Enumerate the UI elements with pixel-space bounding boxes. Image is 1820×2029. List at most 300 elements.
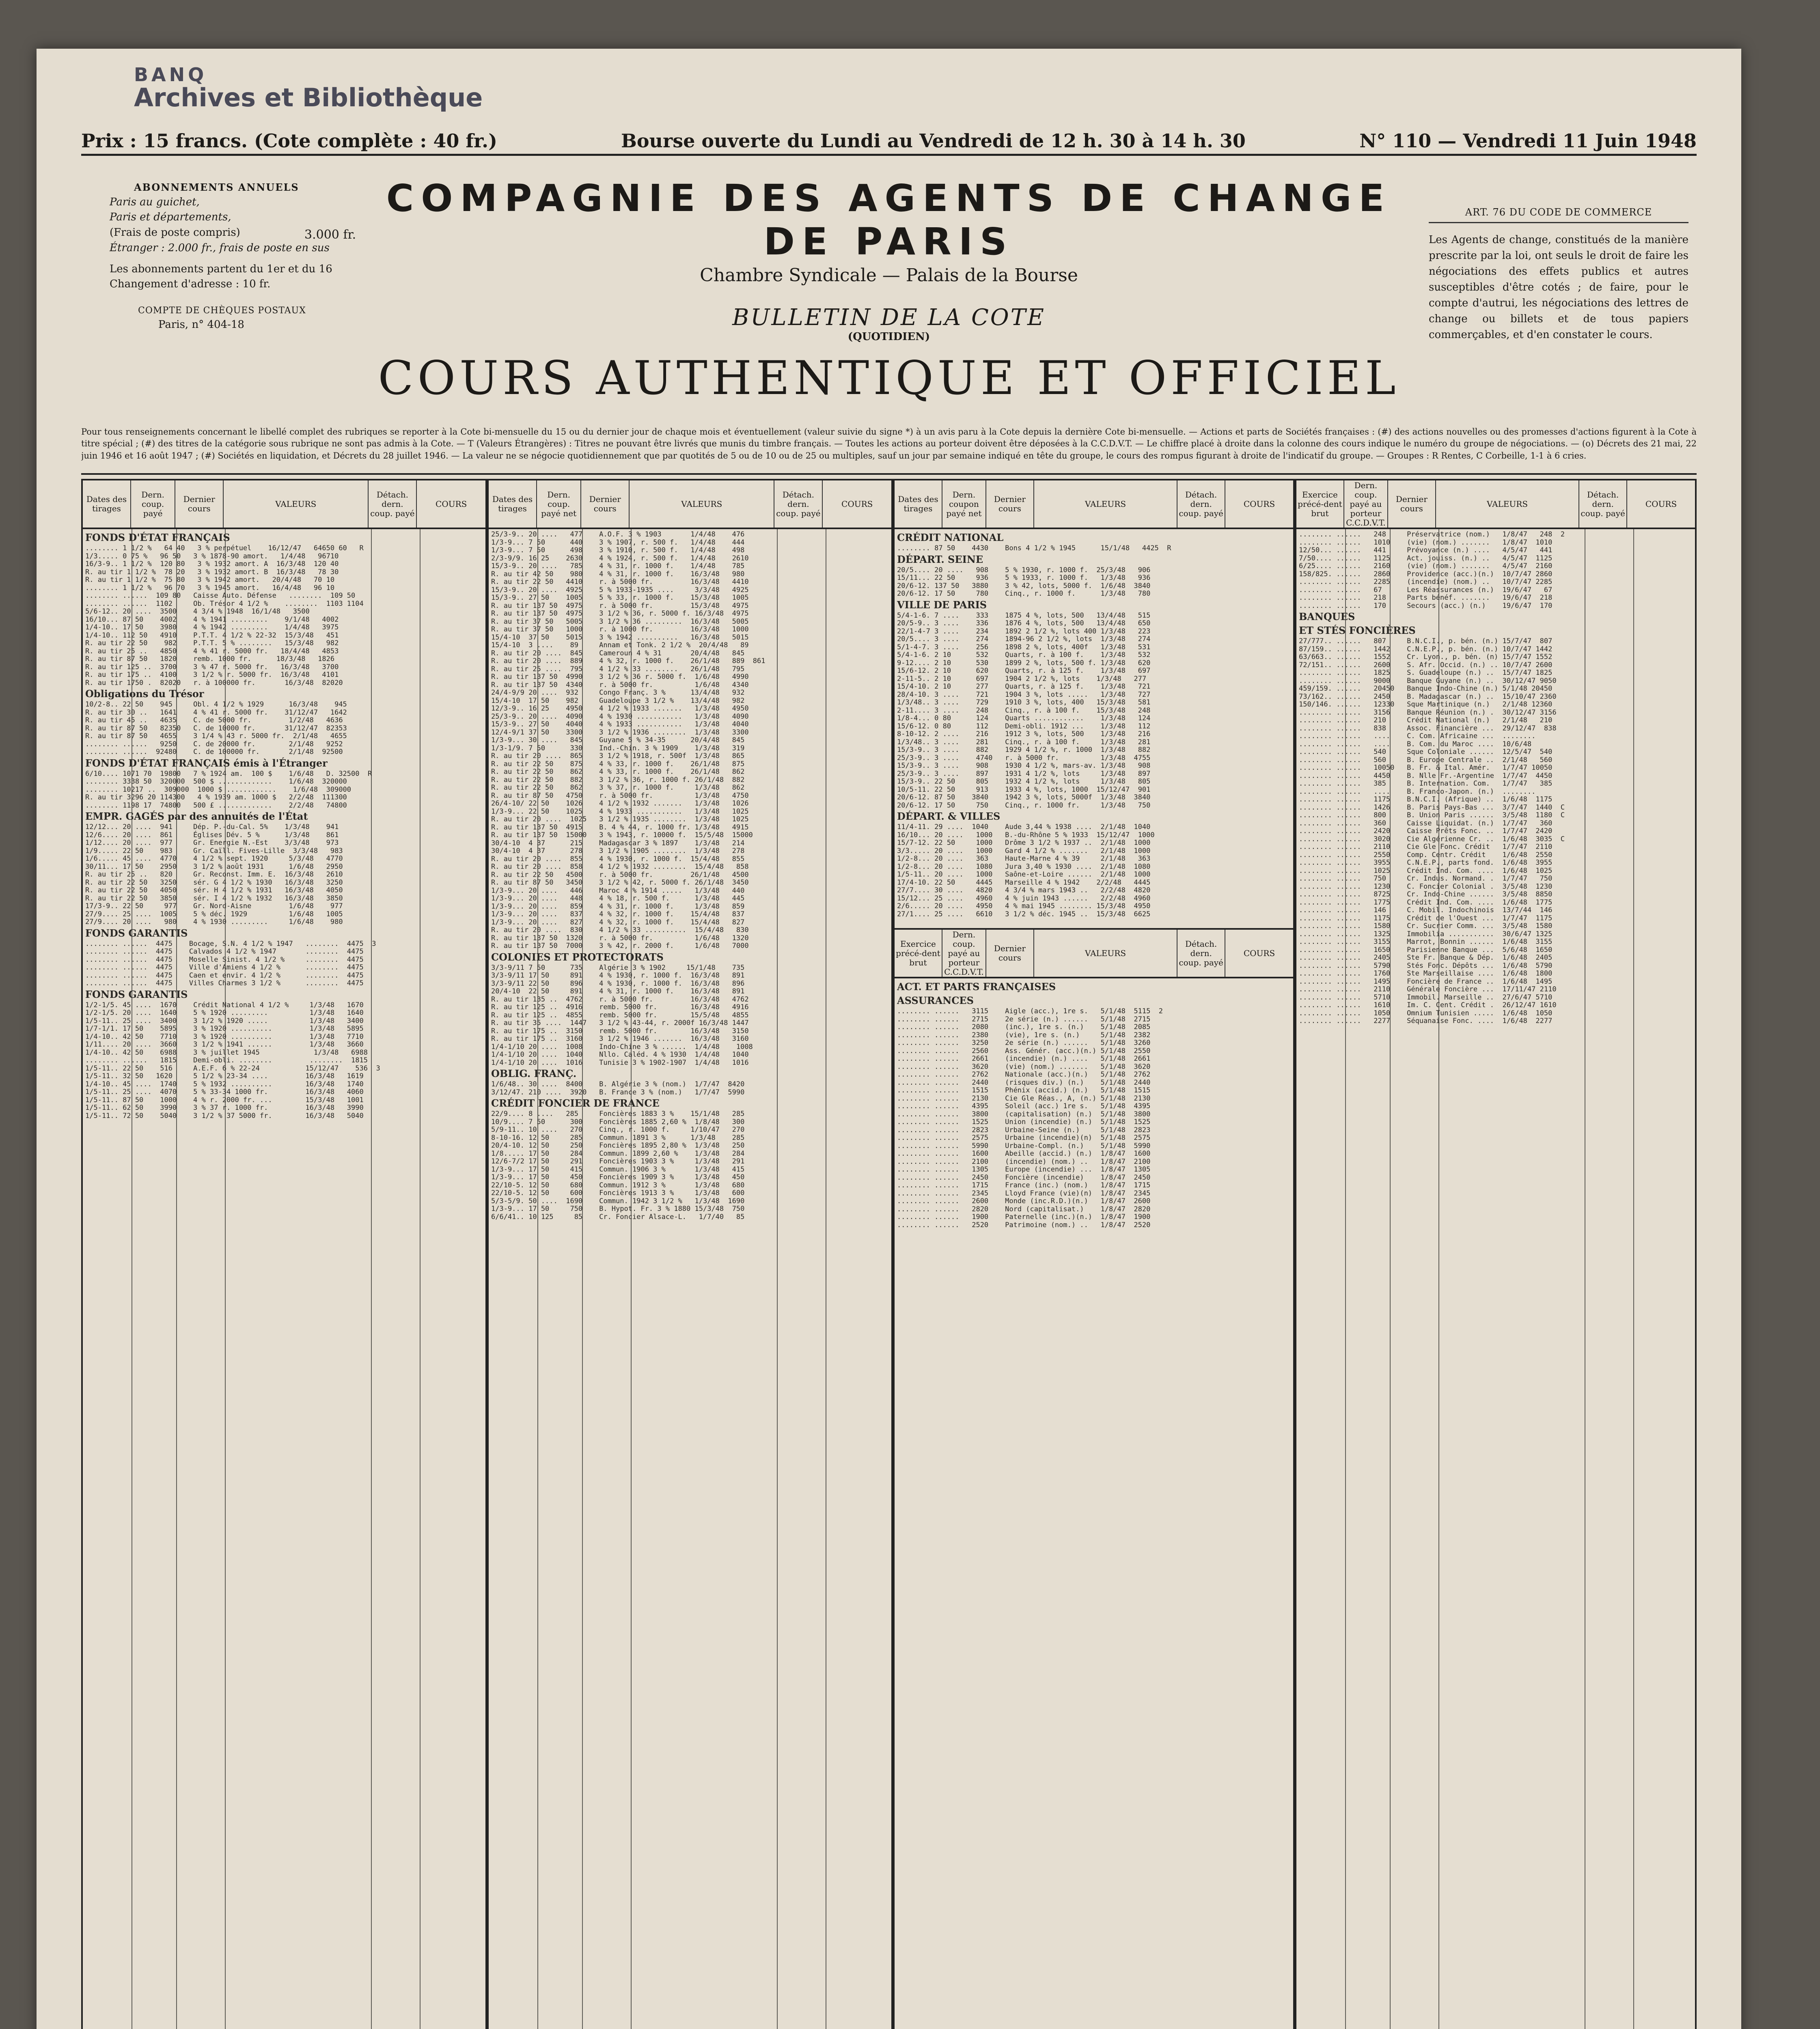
table-column-3 [893,479,1295,2029]
table-row: 158/825. ...... 2860 Providence (acc.)(n.) 10/7/47 2860 [1299,570,1553,578]
table-row: R. au tir 37 50 5005 3 1/2 % 36 ......... 16/3/48 5005 [491,617,749,626]
table-row: 1/2-8... 20 .... 363 Haute-Marne 4 % 39 2/1/48 363 [897,855,1151,863]
stamp-line-1: BANQ [134,64,207,86]
section-heading: DÉPART. & VILLES [897,810,1001,822]
table-row: R. au tir 87 50 3450 3 1/2 % 42, r. 5000 f. 26/1/48 3450 [491,879,749,887]
table-row: ........ ...... 2715 2e série (n.) ...... 5/1/48 2715 [897,1015,1151,1023]
table-row: ........ ...... 2600 Monde (inc.R.D.)(n.) 1/8/47 2600 [897,1197,1151,1205]
reading-note: Pour tous renseignements concernant le libellé complet des rubriques se reporter à la Cote bi-mensuelle du 15 ou du dernier jour de chaque mois et éventuellement (valeur suivie du signe *) à un avis paru à la Cote depuis la dernière Cote bi-mensuelle. — Actions et parts de Sociétés françaises : (#) des actions nouvelles ou des promesses d'actions figurent à la Cote à titre spécial ; (#) des titres de la catégorie sous rubrique ne sont pas admis à la Cote. — T (Valeurs Étrangères) : Titres ne pouvant être livrés que munis du timbre français. — Toutes les actions au porteur doivent être déposées à la C.C.D.V.T. — Le chiffre placé à droite dans la colonne des cours indique le numéro du groupe de négociations. — (o) Décrets des 21 mai, 22 juin 1946 et 16 août 1947 ; (#) Sociétés en liquidation, et Décrets du 28 juillet 1946. — La valeur ne se négocie quotidiennement que par quotités de 5 ou de 10 ou de 25 ou multiples, sauf un jour par semaine indiqué en tête du groupe, le cours des rompus figurant à droite de l'indicatif du groupe. — Groupes : R Rentes, C Corbeille, 1-1 à 6 cries. [81,426,1697,475]
table-row: ........ ...... 3155 Marrot, Bonnin ...... 1/6/48 3155 [1299,938,1553,946]
table-row: ........ ...... 210 Crédit National (n.) 2/1/48 210 [1299,716,1553,724]
table-row: R. au tir 137 50 7000 3 % 42, r. 2000 f. 1/6/48 7000 [491,942,749,950]
table-row: ........ ...... 560 B. Europe Centrale .. 2/1/48 560 [1299,756,1553,764]
column-rule [777,529,778,2029]
table-row: ........ ...... 360 Caisse Liquidat. (n.) 1/7/47 360 [1299,819,1553,827]
column-header-cell: COURS [436,499,467,509]
table-row: ........ ...... 1900 Paternelle (inc.)(n.) 1/8/47 1900 [897,1213,1151,1221]
table-row: ........ ...... 2420 Caisse Prêts Fonc. .. 1/7/47 2420 [1299,827,1553,835]
section-heading: Obligations du Trésor [85,688,204,700]
column-header-cell: Dates des tirages [489,480,537,528]
company-name: COMPAGNIE DES AGENTS DE CHANGE DE PARIS [386,177,1392,263]
table-row: ........ ...... 1010 (vie) (nom.) ....... 1/8/47 1010 [1299,538,1553,547]
table-row: 15/6-12. 2 10 620 Quarts, r. à 125 f. 1/3/48 697 [897,667,1151,675]
table-row: ........ ...... 1050 Omnium Tunisien ..... 1/6/48 1050 [1299,1009,1553,1017]
table-row: 1/4-1/10 20 .... 1040 Nllo. Caléd. 4 % 1930 1/4/48 1040 [491,1051,749,1059]
table-row: 27/9.... 20 .... 980 4 % 1930 ......... 1/6/48 980 [85,918,343,926]
table-row: 63/663.. ...... 1552 Cr. Lyon., p. bén. (n) 15/7/47 1552 [1299,653,1553,661]
column-header-cell: Exercice précé-dent brut [1296,480,1344,528]
table-row: ........ ...... 3800 (capitalisation) (n.) 5/1/48 3800 [897,1110,1151,1118]
table-row: ........ ...... 9000 Banque Guyane (n.) .. 30/12/47 9050 [1299,676,1557,685]
table-row: ........ ...... 800 B. Union Paris ...... 3/5/48 1180 C [1299,811,1565,819]
table-row: R. au tir 22 50 4500 r. à 5000 fr. 26/1/48 4500 [491,870,749,879]
table-row: ........ ...... 3156 Banque Réunion (n.) . 30/12/47 3156 [1299,708,1557,717]
column-header-cell: Détach. dern. coup. payé [369,480,417,528]
table-row: ........ ...... 2130 Cie Gle Réas., A, (n.) 5/1/48 2130 [897,1094,1151,1103]
subscriptions-line: Paris et départements, [110,211,231,224]
table-row: R. au tir 22 50 4050 sér. H 4 1/2 % 1931 16/3/48 4050 [85,886,343,894]
table-row: ........ 1 1/2 % 96 70 3 % 1945 amort. 16/4/48 96 10 [85,584,335,592]
table-row: 1/5-11.. 72 50 5040 3 1/2 % 37 5000 fr. 16/3/48 5040 [85,1111,364,1120]
table-row: ........ ...... 218 Parts bénéf. ....... 19/6/47 218 [1299,594,1553,602]
table-row: 15/3-9.. 27 50 1005 5 % 33, r. 1000 f. 15/3/48 1005 [491,594,749,602]
table-row: ........ ...... 4475 Villes Charmes 3 1/2 % ........ 4475 [85,979,364,987]
table-row: ........ ...... 1580 Cr. Sucrier Comm. ... 3/5/48 1580 [1299,922,1553,930]
table-row: 1/4-10.. 17 50 3980 4 % 1942 ......... 1/4/48 3975 [85,623,339,631]
table-row: R. au tir 137 50 15000 3 % 1943, r. 10000 f. 15/5/48 15000 [491,831,753,839]
table-row: ........ ...... 2100 (incendie) (nom.) .. 1/8/47 2100 [897,1157,1151,1166]
table-row: ........ ...... 1515 Phénix (accid.) (n.) 5/1/48 1515 [897,1086,1151,1094]
table-row: 1/3-9... 30 .... 845 Guyane 5 % 34-35 20/4/48 845 [491,736,745,744]
table-row: ........ ...... 1325 Immobilia ........... 30/6/47 1325 [1299,930,1553,938]
table-row: 25/3-9.. 3 .... 4740 r. à 5000 fr. 1/3/48 4755 [897,754,1151,762]
column-rule [225,529,226,2029]
legal-article [1429,205,1688,343]
table-row: R. au tir 22 50 862 4 % 33, r. 1000 f. 26/1/48 862 [491,768,745,776]
table-row: ........ ...... 1495 Foncière de France .. 1/6/48 1495 [1299,977,1553,986]
table-row: 5/1-4-7. 3 .... 256 1898 2 %, lots, 400f 1/3/48 531 [897,643,1151,651]
table-row: 6/25.... ...... 2160 (vie) (nom.) ....... 4/5/47 2160 [1299,562,1553,570]
table-row: ........ ...... 1650 Parisienne Banque ... 5/6/48 1650 [1299,946,1553,954]
table-row: R. au tir 22 50 3850 sér. I 4 1/2 % 1932 16/3/48 3850 [85,894,343,902]
column-header [895,930,1293,978]
column-header-cell: Dernier cours [175,480,224,528]
table-row: 20/6-12. 137 50 3880 3 % 42, lots, 5000 f. 1/6/48 3840 [897,582,1151,590]
table-row: 16/10... 87 50 4002 4 % 1941 ......... 9/1/48 4002 [85,615,339,624]
section-heading: FONDS D'ÉTAT FRANÇAIS émis à l'Étranger [85,757,328,769]
table-row: R. au tir 25 .. 820 Gr. Reconst. Imm. E. 16/3/48 2610 [85,870,343,879]
table-column-2 [487,479,893,2029]
table-row: 15/3-9.. 3 .... 882 1929 4 1/2 %, r. 1000 1/3/48 882 [897,746,1151,754]
table-row: ........ ...... 146 C. Mobil. Indochinois 13/7/44 146 [1299,906,1553,914]
table-row: ........ ...... 3955 C.N.E.P., parts fond. 1/6/48 3955 [1299,859,1553,867]
table-row: ........ ...... 170 Secours (acc.) (n.) 19/6/47 170 [1299,601,1553,610]
table-row: 3/3-9/11 7 50 735 Algérie 3 % 1902 15/1/48 735 [491,963,745,972]
postal-account-number: Paris, n° 404-18 [158,318,244,331]
table-row: ........ ...... 67 Les Réassurances (n.) 19/6/47 67 [1299,586,1553,594]
table-row: 15/3-9.. 27 50 4040 4 % 1933 ........... 1/3/48 4040 [491,720,749,728]
section-heading: ASSURANCES [897,995,974,1006]
table-row: R. au tir 87 50 82350 C. de 10000 fr. 31/12/47 82353 [85,724,347,732]
table-row: 1/5-11.. 32 50 1620 5 1/2 % 23-34 .... 16/3/48 1619 [85,1072,364,1080]
table-row: 10/9.... 7 50 300 Foncières 1885 2,60 % 1/8/48 300 [491,1118,745,1126]
section-heading: FONDS D'ÉTAT FRANÇAIS [85,532,230,543]
table-row: ........ ...... 2450 Foncière (incendie) 1/8/47 2450 [897,1173,1151,1182]
table-row: ........ ...... 1025 Crédit Ind. Com. .... 1/6/48 1025 [1299,866,1553,875]
table-row: R. au tir 125 .. 4916 remb. 5000 fr. 16/3/48 4916 [491,1003,749,1011]
table-row: 1/7-1/1. 17 50 5895 3 % 1920 .......... 1/3/48 5895 [85,1025,364,1033]
table-row: ........ ...... 750 Cr. Indus. Normand. . 1/7/47 750 [1299,874,1553,883]
table-row: ........ ...... 4450 B. Nlle Fr.-Argentine 1/7/47 4450 [1299,771,1553,780]
section-heading: CRÉDIT FONCIER DE FRANCE [491,1097,660,1109]
table-row: 28/4-10. 3 .... 721 1904 3 %, lots ..... 1/3/48 727 [897,690,1151,699]
section-heading: CRÉDIT NATIONAL [897,532,1004,543]
table-row: 1/3-1/9. 7 50 330 Ind.-Chin. 3 % 1909 1/3/48 319 [491,744,745,752]
table-row: 20/6-12. 17 50 750 Cinq., r. 1000 fr. 1/3/48 750 [897,801,1151,810]
table-row: R. au tir 25 .... 795 4 1/2 % 33 ........ 26/1/48 795 [491,665,745,673]
table-row: 15/3-9.. 3 .... 908 1930 4 1/2 %, mars-av. 1/3/48 908 [897,762,1151,770]
table-row: ........ ...... 838 Assoc. Financière ... 29/12/47 838 [1299,724,1557,732]
table-row: ........ 1 1/2 % 64 40 3 % perpétuel 16/12/47 64650 60 R [85,544,364,552]
table-row: 1/4-10.. 42 50 6988 3 % juillet 1945 1/3/48 6988 [85,1048,368,1057]
table-row: R. au tir 125 .. 3700 3 % 47 r. 5000 fr. 16/3/48 3700 [85,663,339,671]
table-row: 72/151.. ...... 2600 S. Afr. Occid. (n.) .. 10/7/47 2600 [1299,661,1553,669]
table-row: ........ ...... 4475 Bocage, S.N. 4 1/2 % 1947 ........ 4475 3 [85,939,376,948]
table-rows [83,529,485,1122]
table-row: ........ ...... 1600 Abeille (accid.) (n.) 1/8/47 1600 [897,1150,1151,1158]
table-row: R. au tir 22 50 882 3 1/2 % 36, r. 1000 f. 26/1/48 882 [491,775,745,784]
table-row: 20/6-12. 87 50 3840 1942 3 %, lots, 5000f 1/3/48 3840 [897,793,1151,801]
table-row: 27/7.... 30 .... 4820 4 3/4 % mars 1943 .. 2/2/48 4820 [897,886,1151,894]
section-heading: BANQUES [1299,611,1355,622]
table-row: 15/4-10. 2 10 277 Quarts, r. à 125 f. 1/3/48 721 [897,683,1151,691]
table-row: ........ ...... 1760 Ste Marseillaise .... 1/6/48 1800 [1299,969,1553,978]
table-row: 15/4-10 3 .... 89 Annam et Tonk. 2 1/2 % 20/4/48 89 [491,641,749,649]
table-row: 1/2-1/5. 45 .... 1670 Crédit National 4 1/2 % 1/3/48 1670 [85,1001,364,1009]
table-row: 12/6.... 20 .... 861 Églises Dév. 5 % 1/3/48 861 [85,831,339,839]
table-row: ........ ...... 2080 (inc.), 1re s. (n.) 5/1/48 2085 [897,1023,1151,1031]
table-row: 20/5.... 20 .... 908 5 % 1930, r. 1000 f. 25/3/48 906 [897,566,1151,574]
table-row: ........ ...... 5790 Stés Fonc. Dépôts ... 1/6/48 5790 [1299,961,1553,970]
table-row: 3/3-9/11 17 50 891 4 % 1930, r. 1000 f. 16/3/48 891 [491,971,745,980]
table-row: 1/12.... 20 .... 977 Gr. Energie N.-Est 3/3/48 973 [85,839,339,847]
table-row: ........ ...... 1815 Demi-obli. ........ ........ 1815 [85,1056,368,1064]
column-header-cell: COURS [1243,948,1275,958]
table-rows [895,529,1293,920]
table-row: 2-11.... 3 .... 248 Cinq., r. à 100 f. 15/3/48 248 [897,706,1151,715]
table-row: ........ ...... 3115 Aigle (acc.), 1re s. 5/1/48 5115 2 [897,1007,1163,1015]
column-header-cell: Exercice précé-dent brut [895,930,942,977]
column-header-cell: COURS [841,499,873,509]
table-row: 1/4-10.. 42 50 7710 3 % 1920 .......... 1/3/48 7710 [85,1032,364,1041]
table-row: ........ ...... 109 80 Caisse Auto. Défense ........ 109 50 [85,592,356,600]
table-row: 16/3-9.. 1 1/2 % 120 80 3 % 1932 amort. A 16/3/48 120 40 [85,560,339,568]
table-row: R. au tir 22 50 982 P.T.T. 5 % ........ 15/3/48 982 [85,639,339,647]
table-row: 9-12.... 2 10 530 1899 2 %, lots, 500 f. 1/3/48 620 [897,659,1151,667]
table-row: 25/3-9.. 20 .... 477 A.O.F. 3 % 1903 1/4/48 476 [491,530,745,538]
table-row: R. au tir 20 .... 1025 3 1/2 % 1935 ........ 1/3/48 1025 [491,815,749,823]
table-row: ........ ...... 2823 Urbaine-Seine (n.) 5/1/48 2823 [897,1126,1151,1134]
table-row: 1/11.... 20 .... 3660 3 1/2 % 1941 ...... 1/3/48 3660 [85,1040,364,1049]
table-row: ........ ...... 2661 (incendie) (n.) .... 5/1/48 2661 [897,1055,1151,1063]
column-header-cell: Détach. dern. coup. payé [1177,480,1225,528]
column-header-cell: Dernier cours [1388,480,1436,528]
table-row: 22/9.... 8 .... 285 Foncières 1883 3 % 15/1/48 285 [491,1110,745,1118]
column-header-cell: Dernier cours [581,480,630,528]
table-row: 22/1-4-7 3 .... 234 1892 2 1/2 %, lots 400 1/3/48 223 [897,627,1151,635]
table-row: 5/4-1-6. 2 10 532 Quarts, r. à 100 f. 1/3/48 532 [897,651,1151,659]
table-row: 6/6/41.. 10 125 85 Cr. Foncier Alsace-L. 1/7/40 85 [491,1213,745,1221]
table-row: 2/6..... 20 .... 4950 4 % mai 1945 ........ 15/3/48 4950 [897,902,1151,910]
subscriptions-line: Étranger : 2.000 fr., frais de poste en sus [110,241,330,254]
table-row: ........ ...... 3250 2e série (n.) ...... 5/1/48 3260 [897,1039,1151,1047]
legal-article-title: ART. 76 DU CODE DE COMMERCE [1429,205,1688,223]
table-row: R. au tir 22 50 862 3 % 37, r. 1000 f. 1/3/48 862 [491,784,745,792]
column-header [83,480,485,529]
table-row: 10/5-11. 22 50 913 1933 4 %, lots, 1000 15/12/47 901 [897,785,1151,794]
table-row: R. au tir 37 50 1000 r. à 1000 fr. 16/3/48 1000 [491,625,749,633]
table-row: R. au tir 35 .... 1447 3 1/2 % 43-44, r. 2000f 16/3/48 1447 [491,1019,749,1027]
table-row: 1/3/48.. 3 .... 281 Cinq., r. à 100 f. 1/3/48 281 [897,738,1151,746]
table-row: 27/1.... 25 .... 6610 3 1/2 % déc. 1945 .. 15/3/48 6625 [897,910,1151,918]
company-subtitle: Chambre Syndicale — Palais de la Bourse [700,265,1078,286]
masthead [81,164,1697,424]
table-row: R. au tir 137 50 4975 3 1/2 % 36, r. 5000 f. 16/3/48 4975 [491,610,749,618]
table-row: 11/4-11. 29 .... 1040 Aude 3,44 % 1938 .... 2/1/48 1040 [897,823,1151,831]
table-row: R. au tir 137 50 4340 r. à 5000 fr. 1/6/48 4340 [491,681,749,689]
table-row: 20/4-10 22 50 891 4 % 31, r. 1000 f. 16/3/48 891 [491,987,745,995]
table-row: 17/4-10. 22 50 4445 Marseille 4 % 1942 2/2/48 4445 [897,878,1151,887]
legal-article-text: Les Agents de change, constitués de la manière prescrite par la loi, ont seuls le droit de faire les négociations des effets publics et autres susceptibles d'être cotés ; de faire, pour le compte d'autrui, les négociations des lettres de change ou billets et de tous papiers commerçables, et d'en constater le cours. [1429,234,1688,341]
column-header-cell: Dern. coupon payé net [942,480,986,528]
subscription-price: 3.000 fr. [304,228,356,242]
table-row: 1/2-8... 20 .... 1080 Jura 3,40 % 1930 .... 2/1/48 1080 [897,862,1151,871]
table-row: R. au tir 137 50 4990 3 1/2 % 36 r. 5000 f. 1/6/48 4990 [491,673,749,681]
table-row: R. au tir 87 50 4655 3 1/4 % 43 r. 5000 fr. 2/1/48 4655 [85,732,347,740]
table-row: 1/5-11.. 25 .... 4070 5 % 33-34 1000 fr. 16/3/48 4060 [85,1088,364,1096]
column-header-cell: VALEURS [1436,480,1579,528]
table-row: R. au tir 30 .. 1641 4 % 41 r. 5000 fr. 31/12/47 1642 [85,708,347,717]
table-row: R. au tir 175 .. 4100 3 1/2 % r. 5000 fr. 16/3/48 4101 [85,671,339,679]
table-row: 12/4-9/1 37 50 3300 3 1/2 % 1936 ........ 1/3/48 3300 [491,728,749,737]
table-row: R. au tir 20 .... 830 4 1/2 % 33 .......... 15/4/48 830 [491,926,749,934]
table-row: R. au tir 175 .. 3160 3 1/2 % 1946 ....... 16/3/48 3160 [491,1035,749,1043]
table-row: 15/4-10 17 50 982 Guadeloupe 3 1/2 % 13/4/48 982 [491,696,745,705]
table-column-4 [1295,479,1697,2029]
section-heading: ET STÉS FONCIÈRES [1299,625,1416,636]
table-row: 1/6/48.. 30 .... 8400 B. Algérie 3 % (nom.) 1/7/47 8420 [491,1080,745,1088]
table-row: ........ ...... .... B. Com. du Maroc .... 10/6/48 [1299,740,1532,748]
table-row: ........ ...... 1175 Crédit de l'Ouest ... 1/7/47 1175 [1299,914,1553,922]
table-column-1 [81,479,487,2029]
column-header-cell: VALEURS [1034,930,1177,977]
top-line [81,130,1697,156]
table-row: ........ ...... 1426 B. Paris Pays-Bas ... 3/7/47 1440 C [1299,803,1565,812]
table-row: ........ ...... .... B. Franco-Japon. (n.) ........ [1299,787,1536,796]
table-row: ........ 1198 17 74800 500 £ ............. 2/2/48 74800 [85,801,347,810]
table-row: R. au tir 87 50 1820 remb. 1000 fr. 18/3/48 1826 [85,655,335,663]
table-row: 1/3-9... 7 50 498 3 % 1910, r. 500 f. 1/4/48 498 [491,546,745,554]
section-heading: EMPR. GAGÉS par des annuités de l'État [85,810,308,822]
column-header-cell: Dates des tirages [895,480,942,528]
section-heading: COLONIES ET PROTECTORATS [491,951,664,963]
table-row: ........ ...... 1102 Ob. Trésor 4 1/2 % ........ 1103 1104 [85,599,364,608]
table-row: 26/4-10/ 22 50 1026 4 1/2 % 1932 ....... 1/3/48 1026 [491,799,749,808]
table-row: 12/6-7/2 17 50 291 Foncières 1903 3 % 1/3/48 291 [491,1157,745,1165]
table-row: 1/5-11.. 22 50 516 A.E.F. 6 % 22-24 15/12/47 536 3 [85,1064,380,1073]
table-row: 5/9-11.. 10 .... 270 Cinq., r. 1000 f. 1/10/47 270 [491,1126,745,1134]
table-row: 22/10-5. 12 50 600 Foncières 1913 3 % 1/3/48 600 [491,1189,745,1197]
column-rule [1345,529,1346,2029]
table-row: R. au tir 22 50 3250 sér. G 4 1/2 % 1930 16/3/48 3250 [85,878,343,887]
table-row: ........ ...... 1610 Im. C. Cent. Crédit . 26/12/47 1610 [1299,1001,1557,1009]
column-header [489,480,891,529]
column-rule [1438,529,1439,2029]
table-row: 3/12/47. 210 .... 3920 B. France 3 % (nom.) 1/7/47 5990 [491,1088,745,1096]
table-row: ........ ...... 1525 Union (incendie) (n.) 5/1/48 1525 [897,1118,1151,1126]
column-header [1296,480,1695,529]
table-row: 1/8-4... 0 80 124 Quarts ............ 1/3/48 124 [897,714,1151,722]
table-row: 16/10... 20 .... 1000 B.-du-Rhône 5 % 1933 15/12/47 1000 [897,831,1155,839]
table-row: R. au tir 45 .. 4635 C. de 5000 fr. 1/2/48 4636 [85,716,343,724]
column-rule [371,529,372,2029]
column-rule [631,529,632,2029]
table-row: 8-10-16. 12 50 285 Commun. 1891 3 % 1/3/48 285 [491,1133,745,1142]
table-row: 1/3-9... 20 .... 859 4 % 31, r. 1000 f. 1/3/48 859 [491,902,745,911]
table-row: 20/6-12. 17 50 780 Cinq., r. 1000 f. 1/3/48 780 [897,590,1151,598]
table-row: 1/3-9... 22 50 1025 4 % 1933 ........... 1/3/48 1025 [491,807,749,816]
price-text: Prix : 15 francs. (Cote complète : 40 fr.) [81,130,497,152]
table-row: ........ ...... 4395 Soleil (acc.) 1re s. 5/1/48 4395 [897,1102,1151,1110]
table-row: 1/4-1/10 20 .... 1008 Indo-Chine 3 % ...... 1/4/48 1008 [491,1043,753,1051]
section-heading: OBLIG. FRANÇ. [491,1068,577,1079]
table-row: 73/162.. ...... 2450 B. Madagascar (n.) .. 15/10/47 2360 [1299,692,1557,701]
column-header-cell: Détach. dern. coup. payé [774,480,823,528]
column-header-cell: COURS [1243,499,1275,509]
table-row: 1/3-9... 20 .... 827 4 % 32, r. 1000 f. 15/4/48 827 [491,918,745,926]
table-row: 17/3-9.. 22 50 977 Gr. Nord-Aisne 1/6/48 977 [85,902,343,910]
table-row: ........ ...... 2110 Générale Foncière ... 17/11/47 2110 [1299,985,1557,993]
column-header-cell: Dernier cours [986,480,1034,528]
section-heading: FONDS GARANTIS [85,927,188,939]
page-title: COURS AUTHENTIQUE ET OFFICIEL [378,351,1400,405]
column-header-cell: VALEURS [630,480,774,528]
table-row: R. au tir 87 50 4750 r. à 5000 fr. 1/3/48 4750 [491,791,749,800]
table-row: ........ ...... 5710 Immobil. Marseille .. 27/6/47 5710 [1299,993,1553,1002]
table-rows [895,978,1293,1231]
table-row: 12/50... ...... 441 Prévoyance (n.) .... 4/5/47 441 [1299,546,1553,554]
table-row: 1/3-9... 17 50 450 Foncières 1909 3 % 1/3/48 450 [491,1173,745,1181]
table-row: 1/2-1/5. 20 .... 1640 5 % 1920 ......... 1/3/48 1640 [85,1009,364,1017]
table-row: 20/4-10. 12 50 250 Foncières 1895 2,80 % 1/3/48 250 [491,1142,745,1150]
section-heading: ACT. ET PARTS FRANÇAISES [897,981,1056,993]
column-header-cell: COURS [1645,499,1677,509]
table-row: 20/5.... 3 .... 274 1894-96 2 1/2 %, lots 1/3/48 274 [897,635,1151,643]
column-rule [1390,529,1391,2029]
table-row: 10/2-8.. 22 50 945 Obl. 4 1/2 % 1929 16/3/48 945 [85,700,347,709]
table-row: ........ ...... 2110 Cie Gle Fonc. Crédit 1/7/47 2110 [1299,843,1553,851]
table-row: R. au tir 175 .. 3150 remb. 5000 fr. 16/3/48 3150 [491,1027,749,1035]
subscriptions-title: ABONNEMENTS ANNUELS [134,181,299,193]
table-rows [489,529,891,1223]
table-row: R. au tir 20 .... 858 4 1/2 % 1932 ........ 15/4/48 858 [491,863,749,871]
table-row: ........ ...... 1230 C. Foncier Colonial . 3/5/48 1230 [1299,882,1553,891]
table-row: ........ ...... 1715 France (inc.) (nom.) 1/8/47 1715 [897,1181,1151,1189]
table-row: 15/12... 25 .... 4960 4 % juin 1943 ...... 2/2/48 4960 [897,894,1151,902]
table-row: ........ ...... 4475 Ville d'Amiens 4 1/2 % ........ 4475 [85,963,364,971]
table-row: 87/159.. ...... 1442 C.N.E.P., p. bén. (n.) 10/7/47 1442 [1299,645,1553,653]
table-row: 8-10-12. 2 .... 216 1912 3 %, lots, 500 1/3/48 216 [897,730,1151,738]
table-row: 27/777.. ...... 807 B.N.C.I., p. bén. (n.) 15/7/47 807 [1299,637,1553,645]
archive-stamp [134,65,483,111]
table-row: R. au tir 20 .... 889 4 % 32, r. 1000 f. 26/1/48 889 861 [491,657,766,665]
table-row: R. au tir 125 .. 4855 remb. 5000 fr. 15/5/48 4855 [491,1011,749,1019]
table-row: ........ ...... 2440 (risques div.) (n.) 5/1/48 2440 [897,1078,1151,1087]
quotation-tables [81,479,1697,2029]
table-row: R. au tir 20 .... 855 4 % 1930, r. 1000 f. 15/4/48 855 [491,855,745,863]
table-row: ........ ...... 2405 Ste Fr. Banque & Dép. 1/6/48 2405 [1299,954,1553,962]
table-row: 1/5-11.. 25 .... 3400 3 1/2 % 1920 ..... 1/3/48 3400 [85,1017,364,1025]
table-row: 1/8..... 17 50 284 Commun. 1899 2,60 % 1/3/48 284 [491,1149,745,1158]
table-row: 30/11... 17 50 2950 3 1/2 % août 1931 1/6/48 2950 [85,862,343,871]
table-row: R. au tir 25 .. 4850 4 % 41 r. 5000 fr. 18/4/48 4853 [85,647,339,655]
column-header-cell: Dern. coup. payé au porteur C.C.D.V.T. [942,930,986,977]
table-row: 25/3-9.. 3 .... 897 1931 4 1/2 %, lots 1/3/48 897 [897,769,1151,778]
postal-account-title: COMPTE DE CHÈQUES POSTAUX [138,305,306,316]
masthead-center [365,164,1412,405]
table-row: ........ ...... 2550 Comp. Centr. Crédit 1/6/48 2550 [1299,851,1553,859]
column-header-cell: VALEURS [224,480,369,528]
column-rule [1633,529,1634,2029]
table-row: 15/4-10 37 50 5015 3 % 1942 .......... 16/3/48 5015 [491,633,749,642]
table-row: 1/3-9... 17 50 415 Commun. 1906 3 % 1/3/48 415 [491,1165,745,1174]
table-row: ........ ...... 1775 Crédit Ind. Com. .... 1/6/48 1775 [1299,898,1553,907]
table-row: 1/3-9... 20 .... 448 4 % 18, r. 500 f. 1/3/48 445 [491,894,745,902]
table-row: 7/50.... ...... 1125 Act. jouiss. (n.) .. 4/5/47 1125 [1299,554,1553,562]
table-row: ........ ...... .... C. Com. Africaine ... ........ [1299,732,1536,740]
table-row: ........ ...... 2277 Séquanaise Fonc. .... 1/6/48 2277 [1299,1017,1553,1025]
table-row: ........ ...... 2820 Nord (capitalisat.) 1/8/47 2820 [897,1205,1151,1213]
table-row: ........ ...... 3620 (vie) (nom.) ....... 5/1/48 3620 [897,1062,1151,1071]
table-rows [1296,529,1695,1027]
table-row: R. au tir 42 50 980 4 % 31, r. 1000 f. 16/3/48 980 [491,570,745,578]
table-row: 30/4-10 4 37 215 Madagascar 3 % 1897 1/3/48 214 [491,839,745,847]
column-header-cell: Dernier cours [986,930,1034,977]
table-row: ........ ...... 92480 C. de 100000 fr. 2/1/48 92500 [85,748,343,756]
subscriptions-line: Changement d'adresse : 10 fr. [110,278,271,291]
table-row: R. au tir 20 .... 865 3 1/2 % 1918, r. 500f 1/3/48 865 [491,752,745,760]
table-row: ........ ...... 4475 Moselle Sinist. 4 1/2 % ........ 4475 [85,955,364,964]
table-row: R. au tir 3296 20 114300 4 % 1939 am. 1000 $ 2/2/48 111300 [85,793,347,801]
table-row: 5/3-5/9. 50 .... 1690 Commun. 1942 3 1/2 % 1/3/48 1690 [491,1197,745,1205]
table-row: R. au tir 135 .. 4762 r. à 5000 fr. 16/3/48 4762 [491,995,749,1004]
table-row: 15/3-9.. 22 50 805 1932 4 1/2 %, lots 1/3/48 805 [897,778,1151,786]
table-row: 6/10.... 1071 70 19800 7 % 1924 am. 100 $ 1/6/48 D. 32500 R [85,769,372,778]
table-row: 12/12... 20 .... 941 Dép. P.-du-Cal. 5% 1/3/48 941 [85,823,339,831]
table-row: 1/5-11.. 62 50 3990 3 % 37 r. 1000 fr. 16/3/48 3990 [85,1104,364,1112]
table-row: 1/5-11.. 20 .... 1000 Saône-et-Loire ...... 2/1/48 1000 [897,870,1151,879]
column-rule [537,529,538,2029]
table-row: R. au tir 137 50 4915 B. 4 % 44, r. 1000 fr. 1/3/48 4915 [491,823,749,831]
table-row: R. au tir 137 50 1320 r. à 5000 fr. 1/6/48 1320 [491,934,749,942]
table-row: 24/4-9/9 20 .... 932 Congo Franç. 3 % 13/4/48 932 [491,689,745,697]
table-row: 1/5-11.. 87 50 1000 4 % r. 2000 fr. ... 15/3/48 1001 [85,1096,364,1104]
table-row: ........ ...... 9250 C. de 20000 fr. 2/1/48 9252 [85,740,343,748]
table-row: R. au tir 137 50 4975 r. à 5000 fr. 15/3/48 4975 [491,601,749,610]
table-row: 15/3-9.. 20 .... 785 4 % 31, r. 1000 f. 1/4/48 785 [491,562,745,570]
table-row: ........ 10217 .. 309000 1000 $ ............ 1/6/48 309000 [85,785,351,794]
column-header-cell: Détach. dern. coup. payé [1579,480,1627,528]
